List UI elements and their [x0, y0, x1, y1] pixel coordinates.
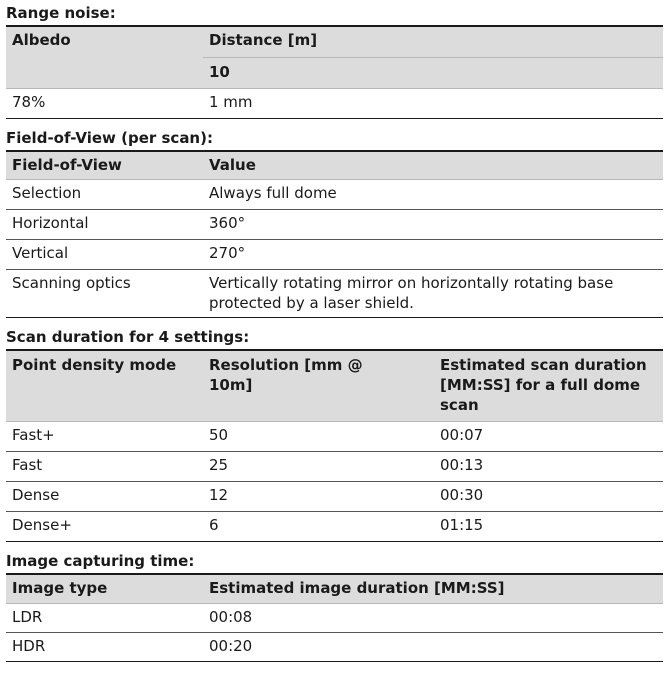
fov-value-cell: Always full dome [203, 180, 663, 210]
image-duration-cell: 00:20 [203, 633, 663, 662]
point-density-header: Point density mode [6, 350, 203, 422]
fov-value-cell: Vertically rotating mirror on horizontally rotating base protected by a laser shield. [203, 270, 663, 318]
duration-cell: 00:13 [434, 452, 663, 482]
noise-value-cell: 1 mm [203, 89, 663, 119]
scan-duration-title: Scan duration for 4 settings: [6, 328, 250, 346]
duration-cell: 01:15 [434, 512, 663, 542]
scan-duration-header: Estimated scan duration [MM:SS] for a full dome scan [434, 350, 663, 422]
image-type-cell: HDR [6, 633, 203, 662]
fov-field-header: Field-of-View [6, 151, 203, 180]
table-row [6, 180, 663, 210]
table-row [6, 240, 663, 270]
duration-cell: 00:07 [434, 422, 663, 452]
duration-cell: 00:30 [434, 482, 663, 512]
range-noise-table [6, 25, 663, 119]
albedo-cell: 78% [6, 89, 203, 119]
table-row [6, 452, 663, 482]
fov-field-cell: Horizontal [6, 210, 203, 240]
fov-field-cell: Vertical [6, 240, 203, 270]
albedo-header: Albedo [6, 26, 203, 89]
table-row [6, 210, 663, 240]
image-capture-table [6, 573, 663, 662]
table-row [6, 270, 663, 318]
mode-cell: Dense [6, 482, 203, 512]
fov-title: Field-of-View (per scan): [6, 129, 213, 147]
image-duration-header: Estimated image duration [MM:SS] [203, 574, 663, 604]
table-row [6, 422, 663, 452]
image-capture-title: Image capturing time: [6, 552, 195, 570]
mode-cell: Dense+ [6, 512, 203, 542]
table-row [6, 604, 663, 633]
mode-cell: Fast [6, 452, 203, 482]
image-type-header: Image type [6, 574, 203, 604]
scan-duration-table [6, 349, 663, 542]
resolution-cell: 12 [203, 482, 434, 512]
fov-value-cell: 270° [203, 240, 663, 270]
distance-header: Distance [m] [203, 26, 663, 58]
fov-table [6, 150, 663, 318]
table-row [6, 512, 663, 542]
resolution-header: Resolution [mm @ 10m] [203, 350, 434, 422]
fov-value-header: Value [203, 151, 663, 180]
fov-field-cell: Scanning optics [6, 270, 203, 318]
fov-field-cell: Selection [6, 180, 203, 210]
resolution-cell: 25 [203, 452, 434, 482]
distance-value-header: 10 [203, 58, 663, 89]
image-duration-cell: 00:08 [203, 604, 663, 633]
table-row [6, 633, 663, 662]
resolution-cell: 6 [203, 512, 434, 542]
range-noise-title: Range noise: [6, 4, 116, 22]
document-page [6, 0, 663, 662]
table-row [6, 482, 663, 512]
resolution-cell: 50 [203, 422, 434, 452]
fov-value-cell: 360° [203, 210, 663, 240]
mode-cell: Fast+ [6, 422, 203, 452]
table-row [6, 89, 663, 119]
image-type-cell: LDR [6, 604, 203, 633]
